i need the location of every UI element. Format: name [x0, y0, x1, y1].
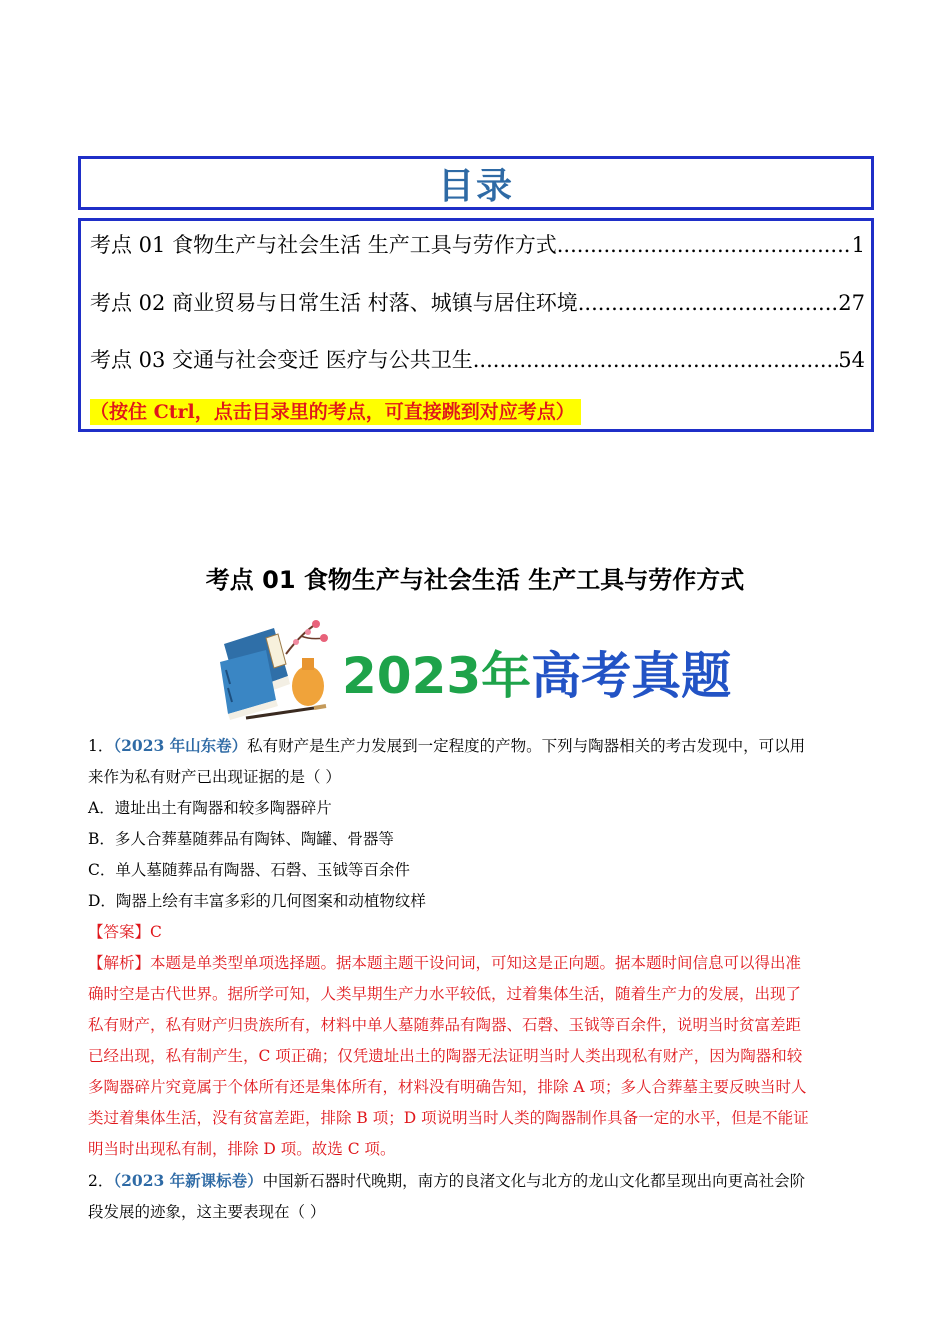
analysis-line: 【解析】本题是单类型单项选择题。据本题主题干设问词，可知这是正向题。据本题时间信息可以得出准 [88, 954, 802, 972]
question-source: （2023 年新课标卷） [113, 1171, 263, 1190]
toc-title: 目录 [437, 165, 514, 207]
toc-item-3[interactable] [90, 344, 865, 374]
analysis-line: 多陶器碎片究竟属于个体所有还是集体所有，材料没有明确告知，排除 A 项；多人合葬墓主要反映当时人 [88, 1078, 807, 1096]
question-stem-line: 来作为私有财产已出现证据的是（ ） [88, 768, 341, 786]
answer-line: 【答案】C [88, 923, 162, 941]
analysis-line: 明当时出现私有制，排除 D 项。故选 C 项。 [88, 1140, 396, 1158]
exam-banner [216, 614, 736, 724]
question-2-stem [88, 1165, 868, 1197]
banner-name: 高考真题 [531, 647, 732, 705]
toc-item-label[interactable]: 考点 02 商业贸易与日常生活 村落、城镇与居住环境 [90, 291, 578, 315]
option-b: B．多人合葬墓随葬品有陶钵、陶罐、骨器等 [88, 830, 394, 848]
option-d: D．陶器上绘有丰富多彩的几何图案和动植物纹样 [88, 892, 426, 910]
analysis-line: 私有财产，私有财产归贵族所有，材料中单人墓随葬品有陶器、石磬、玉钺等百余件，说明当时贫富差距 [88, 1016, 802, 1034]
toc-item-label[interactable]: 考点 03 交通与社会变迁 医疗与公共卫生 [90, 348, 473, 372]
analysis-line: 类过着集体生活，没有贫富差距，排除 B 项；D 项说明当时人类的陶器制作具备一定的水平，但是不能证 [88, 1109, 809, 1127]
question-stem-line: 段发展的迹象，这主要表现在（ ） [88, 1203, 326, 1221]
books-illustration-icon [216, 614, 336, 724]
toc-leader-dots [473, 348, 839, 372]
toc-item-page[interactable]: 1 [851, 233, 865, 257]
analysis-line: 已经出现，私有制产生，C 项正确；仅凭遗址出土的陶器无法证明当时人类出现私有财产，因为陶器和较 [88, 1047, 803, 1065]
option-a: A．遗址出土有陶器和较多陶器碎片 [88, 799, 332, 817]
question-number: 2． [88, 1172, 114, 1190]
toc-item-page[interactable]: 54 [838, 348, 865, 372]
question-stem-line: 中国新石器时代晚期，南方的良渚文化与北方的龙山文化都呈现出向更高社会阶 [262, 1172, 806, 1190]
banner-title [342, 636, 731, 708]
toc-item-1[interactable] [90, 229, 865, 259]
toc-leader-dots [557, 233, 852, 257]
toc-hint: （按住 Ctrl，点击目录里的考点，可直接跳到对应考点） [90, 399, 581, 425]
toc-item-page[interactable]: 27 [838, 291, 865, 315]
question-number: 1． [88, 737, 114, 755]
banner-year: 2023年 [342, 647, 532, 705]
question-stem-line: 私有财产是生产力发展到一定程度的产物。下列与陶器相关的考古发现中，可以用 [247, 737, 806, 755]
toc-item-label[interactable]: 考点 01 食物生产与社会生活 生产工具与劳作方式 [90, 233, 557, 257]
toc-list [78, 218, 874, 432]
question-1-stem [88, 730, 868, 762]
toc-item-2[interactable] [90, 287, 865, 317]
toc-leader-dots [578, 291, 839, 315]
question-content [88, 730, 868, 1228]
toc-title-box [78, 156, 874, 210]
analysis-line: 确时空是古代世界。据所学可知，人类早期生产力水平较低，过着集体生活，随着生产力的发展，出现了 [88, 985, 802, 1003]
section-heading: 考点 01 食物生产与社会生活 生产工具与劳作方式 [205, 566, 745, 594]
question-source: （2023 年山东卷） [113, 736, 248, 755]
option-c: C．单人墓随葬品有陶器、石磬、玉钺等百余件 [88, 861, 410, 879]
